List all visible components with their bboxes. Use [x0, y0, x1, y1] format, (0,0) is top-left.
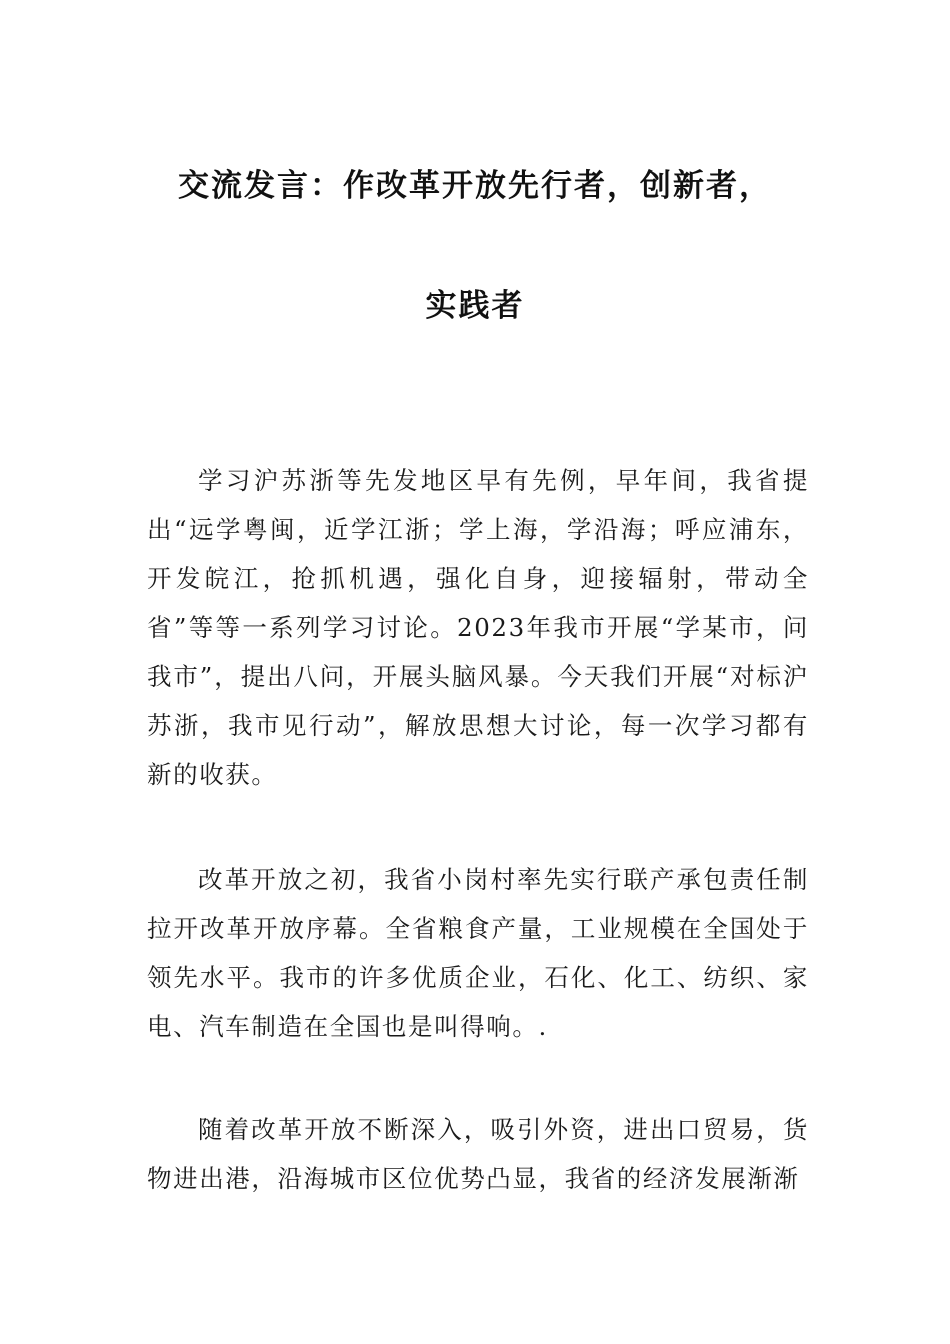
body-paragraph-3: 随着改革开放不断深入，吸引外资，进出口贸易，货物进出港，沿海城市区位优势凸显，我省的经济发展渐渐 [147, 1115, 809, 1193]
body-paragraph-1: 学习沪苏浙等先发地区早有先例，早年间，我省提出“远学粤闽，近学江浙；学上海，学沿海；呼应浦东，开发皖江，抢抓机遇，强化自身，迎接辐射，带动全省”等等一系列学习讨论。2023年我市开展“学某市，问我市”，提出八问，开展头脑风暴。今天我们开展“对标沪苏浙，我市见行动”，解放思想大讨论，每一次学习都有新的收获。 [147, 466, 809, 789]
body-paragraph-2: 改革开放之初，我省小岗村率先实行联产承包责任制拉开改革开放序幕。全省粮食产量，工业规模在全国处于领先水平。我市的许多优质企业，石化、化工、纺织、家电、汽车制造在全国也是叫得响。. [147, 865, 809, 1041]
document-title-line-2: 实践者 [425, 288, 525, 324]
document-title-line-1: 交流发言：作改革开放先行者，创新者， [178, 168, 772, 204]
